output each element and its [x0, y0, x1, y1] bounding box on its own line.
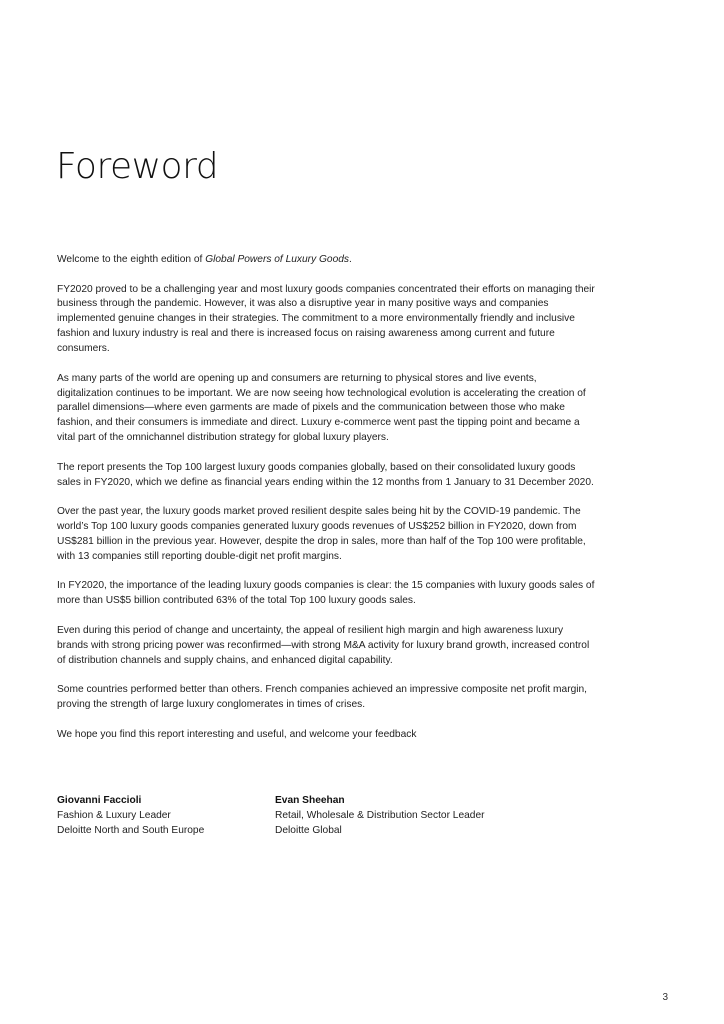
signatory-name: Giovanni Faccioli [57, 795, 142, 806]
signatory-organization: Deloitte North and South Europe [57, 825, 205, 836]
signatory-role: Fashion & Luxury Leader [57, 810, 171, 821]
page-title: Foreword [56, 146, 219, 187]
paragraph-market-resilience: Over the past year, the luxury goods market proved resilient despite sales being hit by the COVID-19 pandemic. The world’s Top 100 luxury goods companies generated luxury goods revenues of US$252 billion in FY2020, down from US$281 billion in the previous year. However, despite the drop in sales, more than half of the Top 100 were profitable, with 13 companies still reporting double-digit net profit margins. [57, 506, 586, 562]
paragraph-digitalization: As many parts of the world are opening up and consumers are returning to physical stores and live events, digitalization continues to be important. We are now seeing how technological evolution is accelerating the creation of parallel dimensions—where even garments are made of pixels and the communication between those who make fashion, and their consumers is immediate and direct. Luxury e-commerce went past the tipping point and became a vital part of the omnichannel distribution strategy for global luxury players. [57, 372, 586, 444]
signatory-evan-sheehan [275, 793, 485, 838]
page-number: 3 [662, 992, 668, 1003]
publication-title: Global Powers of Luxury Goods [205, 254, 350, 265]
welcome-suffix: . [349, 254, 352, 265]
paragraph-country-performance: Some countries performed better than others. French companies achieved an impressive composite net profit margin, proving the strength of large luxury conglomerates in times of crises. [57, 684, 588, 710]
signatory-role: Retail, Wholesale & Distribution Sector Leader [275, 810, 485, 821]
foreword-body [57, 253, 595, 757]
paragraph-challenging-year: FY2020 proved to be a challenging year and most luxury goods companies concentrated their efforts on managing their business through the pandemic. However, it was also a disruptive year in many positive ways and companies implemented genuine changes in their strategies. The commitment to a more environmentally friendly and inclusive fashion and luxury industry is real and there is increased focus on raising awareness among current and future consumers. [57, 283, 595, 355]
paragraph-brand-appeal: Even during this period of change and uncertainty, the appeal of resilient high margin and high awareness luxury brands with strong pricing power was reconfirmed—with strong M&A activity for luxury brand growth, increased control of distribution channels and supply chains, and enhanced digital capability. [57, 624, 590, 666]
welcome-prefix: Welcome to the eighth edition of [57, 254, 206, 265]
signatory-organization: Deloitte Global [275, 825, 342, 836]
paragraph-leading-companies: In FY2020, the importance of the leading luxury goods companies is clear: the 15 companies with luxury goods sales of more than US$5 billion contributed 63% of the total Top 100 luxury goods sales. [57, 580, 595, 607]
signatory-name: Evan Sheehan [275, 795, 345, 806]
welcome-paragraph [57, 253, 595, 268]
paragraph-closing: We hope you find this report interesting and useful, and welcome your feedback [57, 728, 417, 740]
signatory-giovanni-faccioli [57, 793, 204, 838]
paragraph-report-scope: The report presents the Top 100 largest luxury goods companies globally, based on their consolidated luxury goods sales in FY2020, which we define as financial years ending within the 12 months from 1 January to 31 December 2020. [57, 461, 594, 488]
signatures [57, 793, 577, 853]
